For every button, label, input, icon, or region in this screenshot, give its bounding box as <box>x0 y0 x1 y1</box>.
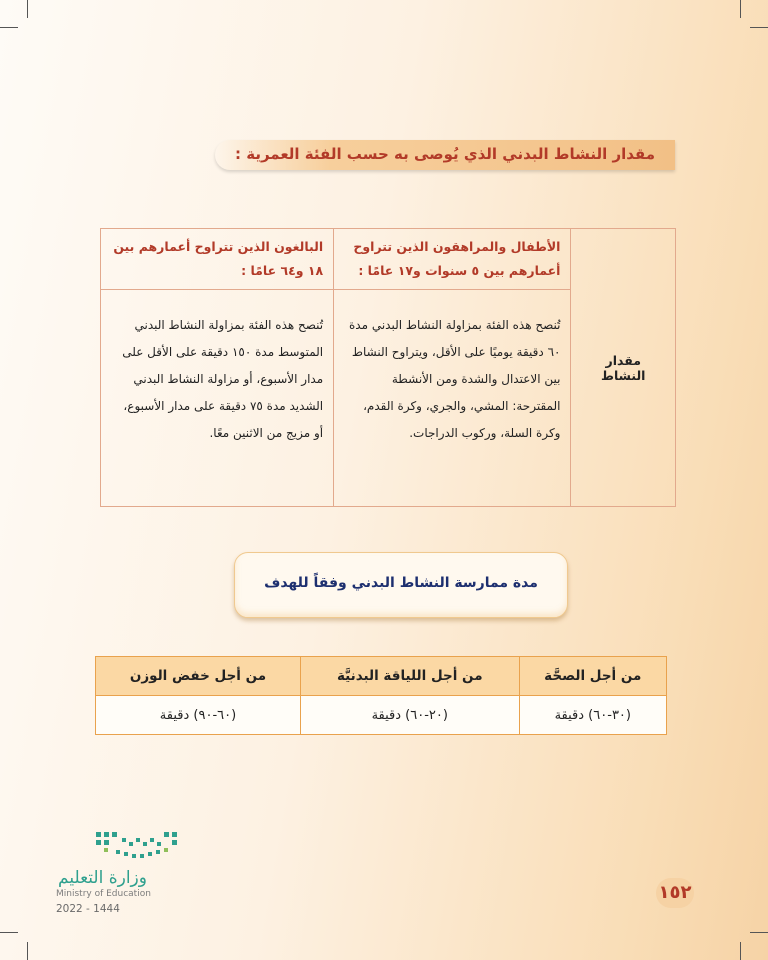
header-weight-loss: من أجل خفض الوزن <box>96 657 301 696</box>
crop-mark <box>740 942 741 960</box>
activity-table <box>100 228 676 507</box>
crop-mark <box>27 0 28 18</box>
crop-mark <box>750 932 768 933</box>
value-health: (٣٠-٦٠) دقيقة <box>519 696 666 735</box>
ministry-name-en: Ministry of Education <box>56 889 151 899</box>
edition-year: 2022 - 1444 <box>56 903 120 915</box>
goal-heading: مدة ممارسة النشاط البدني وفقاً للهدف <box>264 575 538 591</box>
group-title-adults: البالغون الذين تتراوح أعمارهم بين ١٨ و٦٤ عامًا : <box>101 229 334 290</box>
page-number: ١٥٢ <box>656 878 694 908</box>
table-row <box>96 696 667 735</box>
crop-mark <box>0 27 18 28</box>
group-text-adults: تُنصح هذه الفئة بمزاولة النشاط البدني المتوسط مدة ١٥٠ دقيقة على الأقل على مدار الأسبوع، أو مزاولة النشاط البدني الشديد مدة ٧٥ دقيقة على مدار الأسبوع، أو مزيج من الاثنين معًا. <box>101 290 334 507</box>
group-title-children: الأطفال والمراهقون الذين تتراوح أعمارهم بين ٥ سنوات و١٧ عامًا : <box>334 229 571 290</box>
group-text-children: تُنصح هذه الفئة بمزاولة النشاط البدني مدة ٦٠ دقيقة يوميًا على الأقل، ويتراوح النشاط بين الاعتدال والشدة ومن الأنشطة المقترحة: المشي، والجري، وكرة القدم، وكرة السلة، وركوب الدراجات. <box>334 290 571 507</box>
crop-mark <box>750 27 768 28</box>
section-title: مقدار النشاط البدني الذي يُوصى به حسب الفئة العمرية : <box>235 145 655 163</box>
crop-mark <box>27 942 28 960</box>
header-health: من أجل الصحَّة <box>519 657 666 696</box>
ministry-logo-icon <box>96 828 182 862</box>
table-header-row <box>96 657 667 696</box>
table-row <box>101 229 676 290</box>
crop-mark <box>0 932 18 933</box>
crop-mark <box>740 0 741 18</box>
ministry-name-ar: وزارة التعليم <box>58 868 147 888</box>
value-fitness: (٢٠-٦٠) دقيقة <box>300 696 519 735</box>
value-weight-loss: (٦٠-٩٠) دقيقة <box>96 696 301 735</box>
header-fitness: من أجل اللياقة البدنيَّة <box>300 657 519 696</box>
goal-table <box>95 656 667 735</box>
row-label: مقدار النشاط <box>571 229 676 507</box>
section-title-banner <box>215 140 675 170</box>
goal-heading-box <box>234 552 568 618</box>
